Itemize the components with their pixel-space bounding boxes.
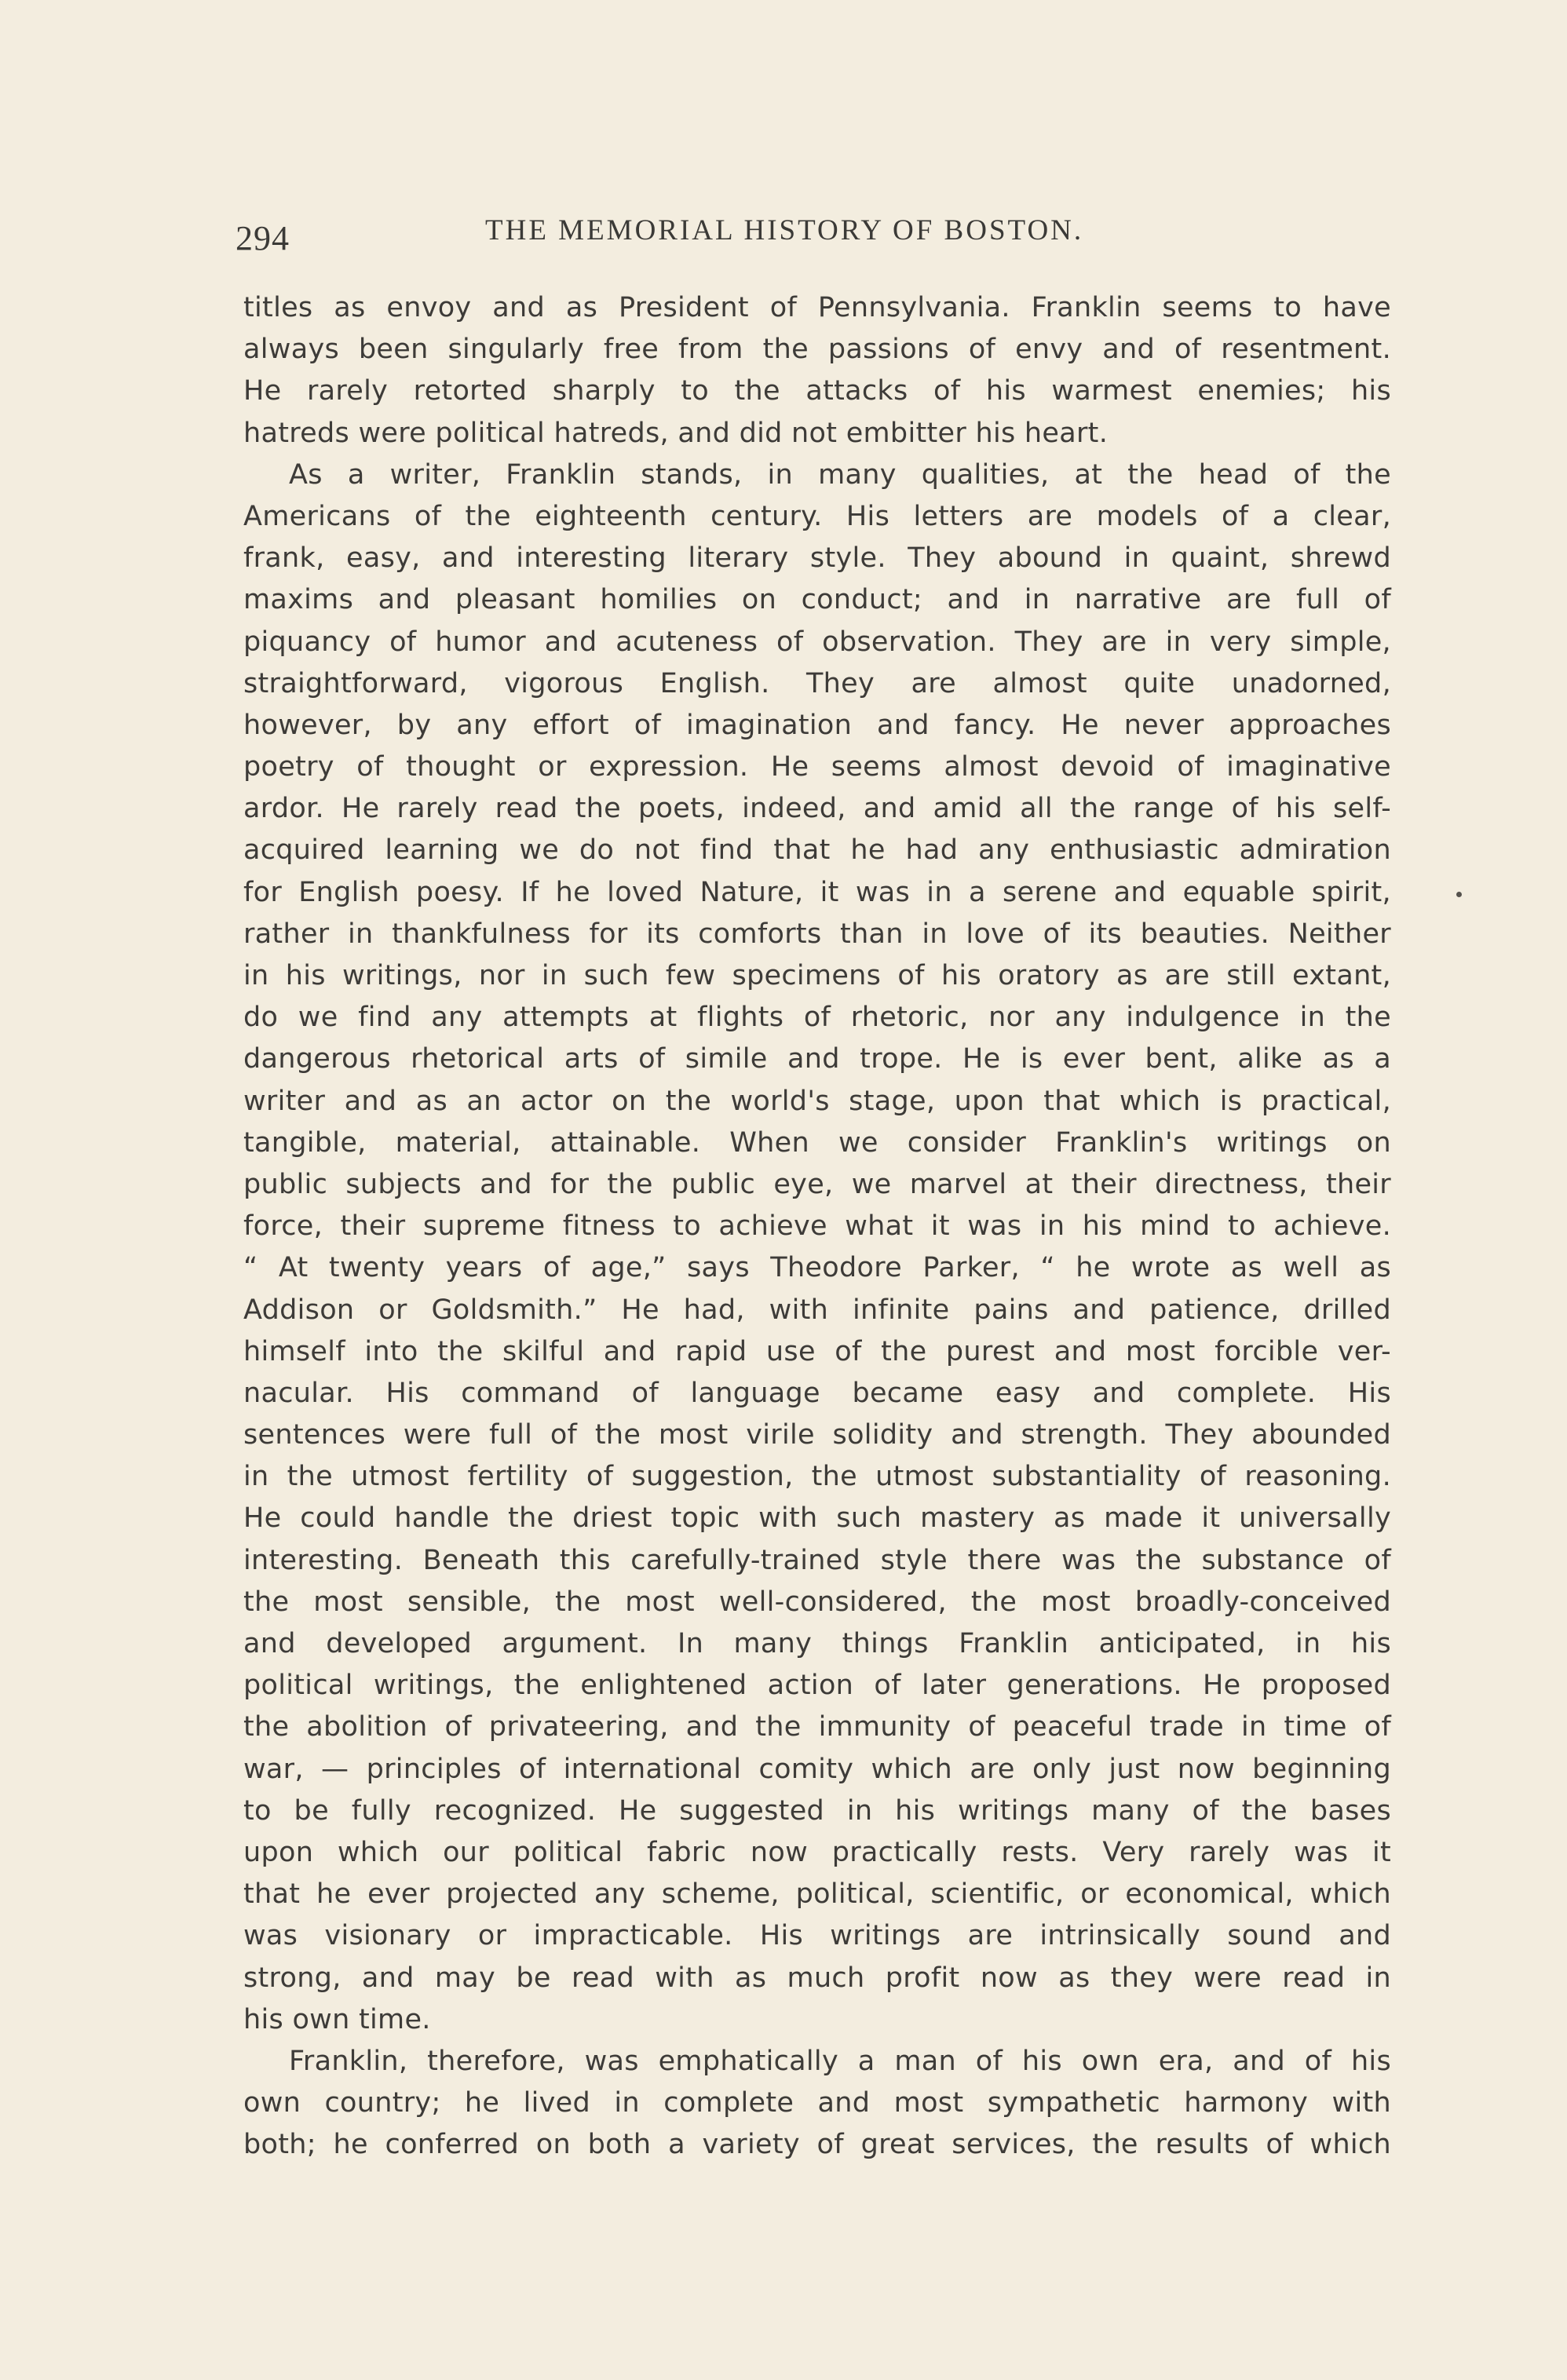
text-line: in the utmost fertility of suggestion, the utmost substantiality of reasoning. <box>243 1461 1391 1493</box>
text-line: “ At twenty years of age,” says Theodore Parker, “ he wrote as well as <box>243 1252 1391 1284</box>
text-line: He could handle the driest topic with such mastery as made it universally <box>243 1502 1391 1535</box>
text-line: upon which our political fabric now practically rests. Very rarely was it <box>243 1836 1391 1868</box>
text-line: nacular. His command of language became easy and complete. His <box>243 1377 1391 1409</box>
text-line: He rarely retorted sharply to the attacks of his warmest enemies; his <box>243 375 1391 407</box>
text-line: hatreds were political hatreds, and did not embitter his heart. <box>243 417 1109 449</box>
text-line: interesting. Beneath this carefully-trained style there was the substance of <box>243 1544 1391 1576</box>
margin-mark <box>1456 892 1462 897</box>
text-line: both; he conferred on both a variety of great services, the results of which <box>243 2129 1391 2161</box>
text-line: sentences were full of the most virile solidity and strength. They abounded <box>243 1419 1391 1451</box>
text-line: strong, and may be read with as much profit now as they were read in <box>243 1962 1391 1994</box>
text-line: the abolition of privateering, and the immunity of peaceful trade in time of <box>243 1711 1391 1743</box>
text-line: acquired learning we do not find that he had any enthusiastic admiration <box>243 834 1391 867</box>
text-line: war, — principles of international comity which are only just now beginning <box>243 1753 1391 1785</box>
text-line: ardor. He rarely read the poets, indeed, and amid all the range of his self- <box>243 793 1391 825</box>
text-line: himself into the skilful and rapid use of the purest and most forcible ver- <box>243 1335 1391 1367</box>
text-line: political writings, the enlightened action of later generations. He proposed <box>243 1670 1391 1702</box>
text-line: rather in thankfulness for its comforts than in love of its beauties. Neither <box>243 918 1391 950</box>
text-line: however, by any effort of imagination and fancy. He never approaches <box>243 709 1391 741</box>
text-line: public subjects and for the public eye, we marvel at their directness, their <box>243 1168 1391 1200</box>
text-line: maxims and pleasant homilies on conduct; and in narrative are full of <box>243 584 1391 616</box>
text-line: Franklin, therefore, was emphatically a man of his own era, and of his <box>289 2045 1391 2077</box>
text-line: and developed argument. In many things Franklin anticipated, in his <box>243 1628 1391 1659</box>
text-line: frank, easy, and interesting literary style. They abound in quaint, shrewd <box>243 542 1391 575</box>
text-line: As a writer, Franklin stands, in many qualities, at the head of the <box>289 458 1391 491</box>
text-line: was visionary or impracticable. His writings are intrinsically sound and <box>243 1920 1391 1952</box>
text-line: that he ever projected any scheme, political, scientific, or economical, which <box>243 1878 1391 1911</box>
text-line: in his writings, nor in such few specimens of his oratory as are still extant, <box>243 960 1391 991</box>
text-line: straightforward, vigorous English. They are almost quite unadorned, <box>243 667 1391 699</box>
page-header <box>236 212 1397 259</box>
text-line: his own time. <box>243 2003 431 2035</box>
text-line: for English poesy. If he loved Nature, it was in a serene and equable spirit, <box>243 876 1391 908</box>
text-line: piquancy of humor and acuteness of observation. They are in very simple, <box>243 626 1391 658</box>
text-line: writer and as an actor on the world's stage, upon that which is practical, <box>243 1085 1391 1117</box>
text-line: to be fully recognized. He suggested in his writings many of the bases <box>243 1794 1391 1827</box>
page-number: 294 <box>236 219 290 257</box>
text-line: dangerous rhetorical arts of simile and trope. He is ever bent, alike as a <box>243 1043 1391 1075</box>
text-line: own country; he lived in complete and most sympathetic harmony with <box>243 2087 1391 2119</box>
text-line: titles as envoy and as President of Pennsylvania. Franklin seems to have <box>243 292 1391 323</box>
text-line: poetry of thought or expression. He seems almost devoid of imaginative <box>243 751 1391 783</box>
running-title: THE MEMORIAL HISTORY OF BOSTON. <box>485 214 1084 246</box>
text-line: tangible, material, attainable. When we consider Franklin's writings on <box>243 1126 1391 1159</box>
text-line: do we find any attempts at flights of rhetoric, nor any indulgence in the <box>243 1002 1391 1034</box>
text-line: Americans of the eighteenth century. His letters are models of a clear, <box>243 500 1391 532</box>
text-line: the most sensible, the most well-considered, the most broadly-conceived <box>243 1586 1391 1618</box>
text-line: force, their supreme fitness to achieve what it was in his mind to achieve. <box>243 1210 1391 1243</box>
text-line: always been singularly free from the passions of envy and of resentment. <box>243 334 1391 366</box>
body-text <box>243 287 1391 2166</box>
text-line: Addison or Goldsmith.” He had, with infinite pains and patience, drilled <box>243 1294 1391 1326</box>
